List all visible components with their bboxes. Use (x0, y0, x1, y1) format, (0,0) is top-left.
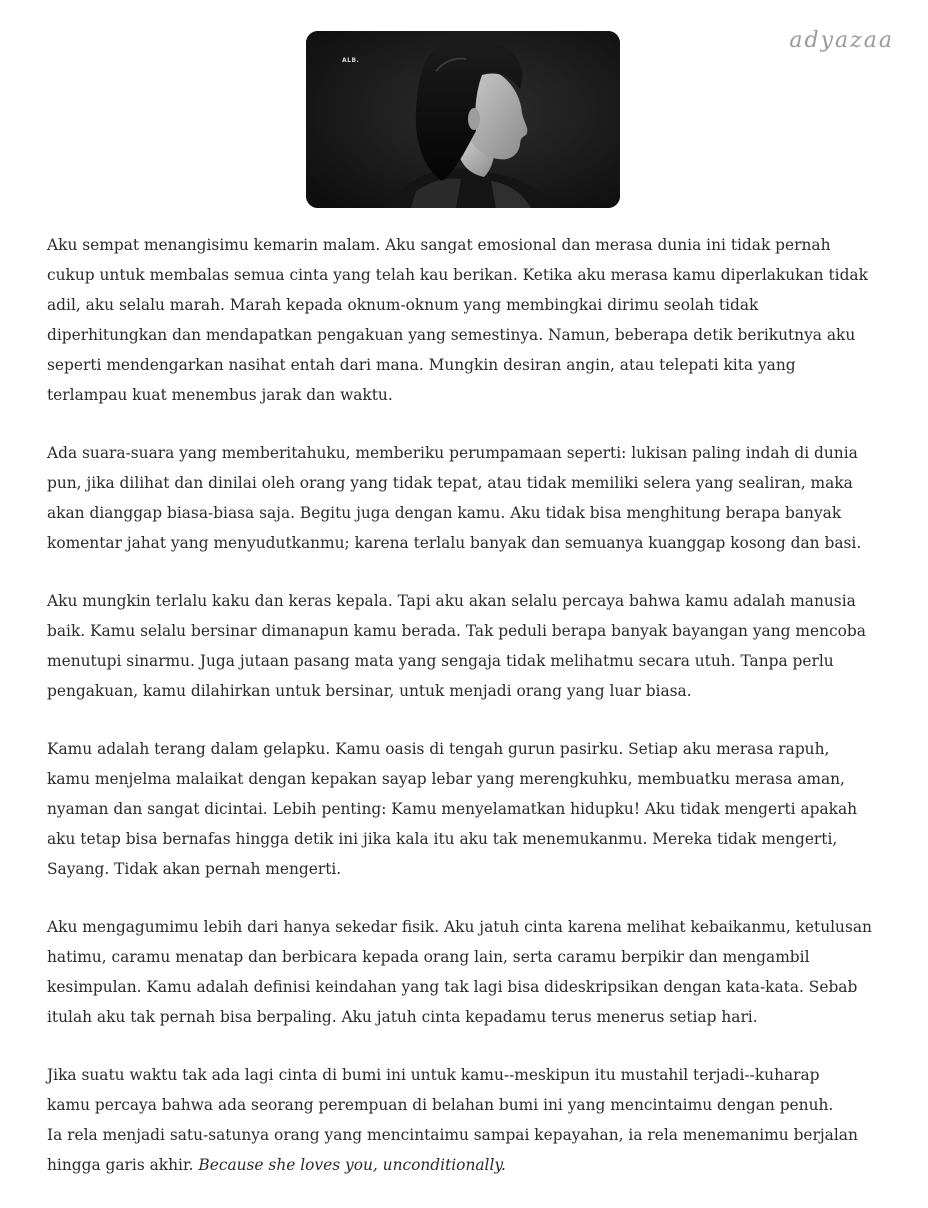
text-line: seperti mendengarkan nasihat entah dari mana. Mungkin desiran angin, atau telepati kita yang (47, 356, 796, 374)
text-line: cukup untuk membalas semua cinta yang telah kau berikan. Ketika aku merasa kamu diperlakukan tidak (47, 266, 868, 284)
text-line: Aku mengagumimu lebih dari hanya sekedar fisik. Aku jatuh cinta karena melihat kebaikanmu, ketulusan (47, 918, 872, 936)
text-line: baik. Kamu selalu bersinar dimanapun kamu berada. Tak peduli berapa banyak bayangan yang mencoba (47, 622, 866, 640)
signature-watermark: adyazaa (789, 28, 894, 53)
text-line: kesimpulan. Kamu adalah definisi keindahan yang tak lagi bisa dideskripsikan dengan kata-kata. Sebab (47, 978, 858, 996)
paragraph-2 (47, 438, 883, 558)
text-line: pun, jika dilihat dan dinilai oleh orang yang tidak tepat, atau tidak memiliki selera yang sealiran, maka (47, 474, 853, 492)
text-line: Aku mungkin terlalu kaku dan keras kepala. Tapi aku akan selalu percaya bahwa kamu adalah manusia (47, 592, 856, 610)
paragraph-5 (47, 912, 883, 1032)
text-line: Kamu adalah terang dalam gelapku. Kamu oasis di tengah gurun pasirku. Setiap aku merasa rapuh, (47, 740, 830, 758)
paragraph-6 (47, 1060, 883, 1180)
letter-body (47, 230, 883, 1208)
text-line: itulah aku tak pernah bisa berpaling. Aku jatuh cinta kepadamu terus menerus setiap hari. (47, 1008, 758, 1026)
paragraph-3 (47, 586, 883, 706)
closing-line (47, 1150, 883, 1180)
photo-caption: ALB. (342, 57, 360, 64)
paragraph-1 (47, 230, 883, 410)
text-line: kamu menjelma malaikat dengan kepakan sayap lebar yang merengkuhku, membuatku merasa aman, (47, 770, 845, 788)
closing-lead: hingga garis akhir. (47, 1156, 199, 1174)
text-line: Sayang. Tidak akan pernah mengerti. (47, 860, 342, 878)
closing-italic: Because she loves you, unconditionally. (198, 1156, 506, 1174)
text-line: adil, aku selalu marah. Marah kepada oknum-oknum yang membingkai dirimu seolah tidak (47, 296, 759, 314)
text-line: Jika suatu waktu tak ada lagi cinta di bumi ini untuk kamu--meskipun itu mustahil terjadi--kuharap (47, 1066, 820, 1084)
text-line: Aku sempat menangisimu kemarin malam. Aku sangat emosional dan merasa dunia ini tidak pernah (47, 236, 831, 254)
text-line: hatimu, caramu menatap dan berbicara kepada orang lain, serta caramu berpikir dan mengambil (47, 948, 810, 966)
text-line: nyaman dan sangat dicintai. Lebih penting: Kamu menyelamatkan hidupku! Aku tidak mengerti apakah (47, 800, 858, 818)
text-line: pengakuan, kamu dilahirkan untuk bersinar, untuk menjadi orang yang luar biasa. (47, 682, 692, 700)
text-line: aku tetap bisa bernafas hingga detik ini jika kala itu aku tak menemukanmu. Mereka tidak mengerti, (47, 830, 838, 848)
paragraph-4 (47, 734, 883, 884)
text-line: Ia rela menjadi satu-satunya orang yang mencintaimu sampai kepayahan, ia rela menemanimu berjalan (47, 1126, 858, 1144)
text-line: komentar jahat yang menyudutkanmu; karena terlalu banyak dan semuanya kuanggap kosong dan basi. (47, 534, 862, 552)
text-line: Ada suara-suara yang memberitahuku, memberiku perumpamaan seperti: lukisan paling indah di dunia (47, 444, 858, 462)
header-photo (306, 31, 620, 208)
text-line: kamu percaya bahwa ada seorang perempuan di belahan bumi ini yang mencintaimu dengan penuh. (47, 1096, 834, 1114)
text-line: menutupi sinarmu. Juga jutaan pasang mata yang sengaja tidak melihatmu secara utuh. Tanpa perlu (47, 652, 834, 670)
text-line: diperhitungkan dan mendapatkan pengakuan yang semestinya. Namun, beberapa detik berikutnya aku (47, 326, 856, 344)
text-line: akan dianggap biasa-biasa saja. Begitu juga dengan kamu. Aku tidak bisa menghitung berapa banyak (47, 504, 842, 522)
text-line: terlampau kuat menembus jarak dan waktu. (47, 386, 393, 404)
